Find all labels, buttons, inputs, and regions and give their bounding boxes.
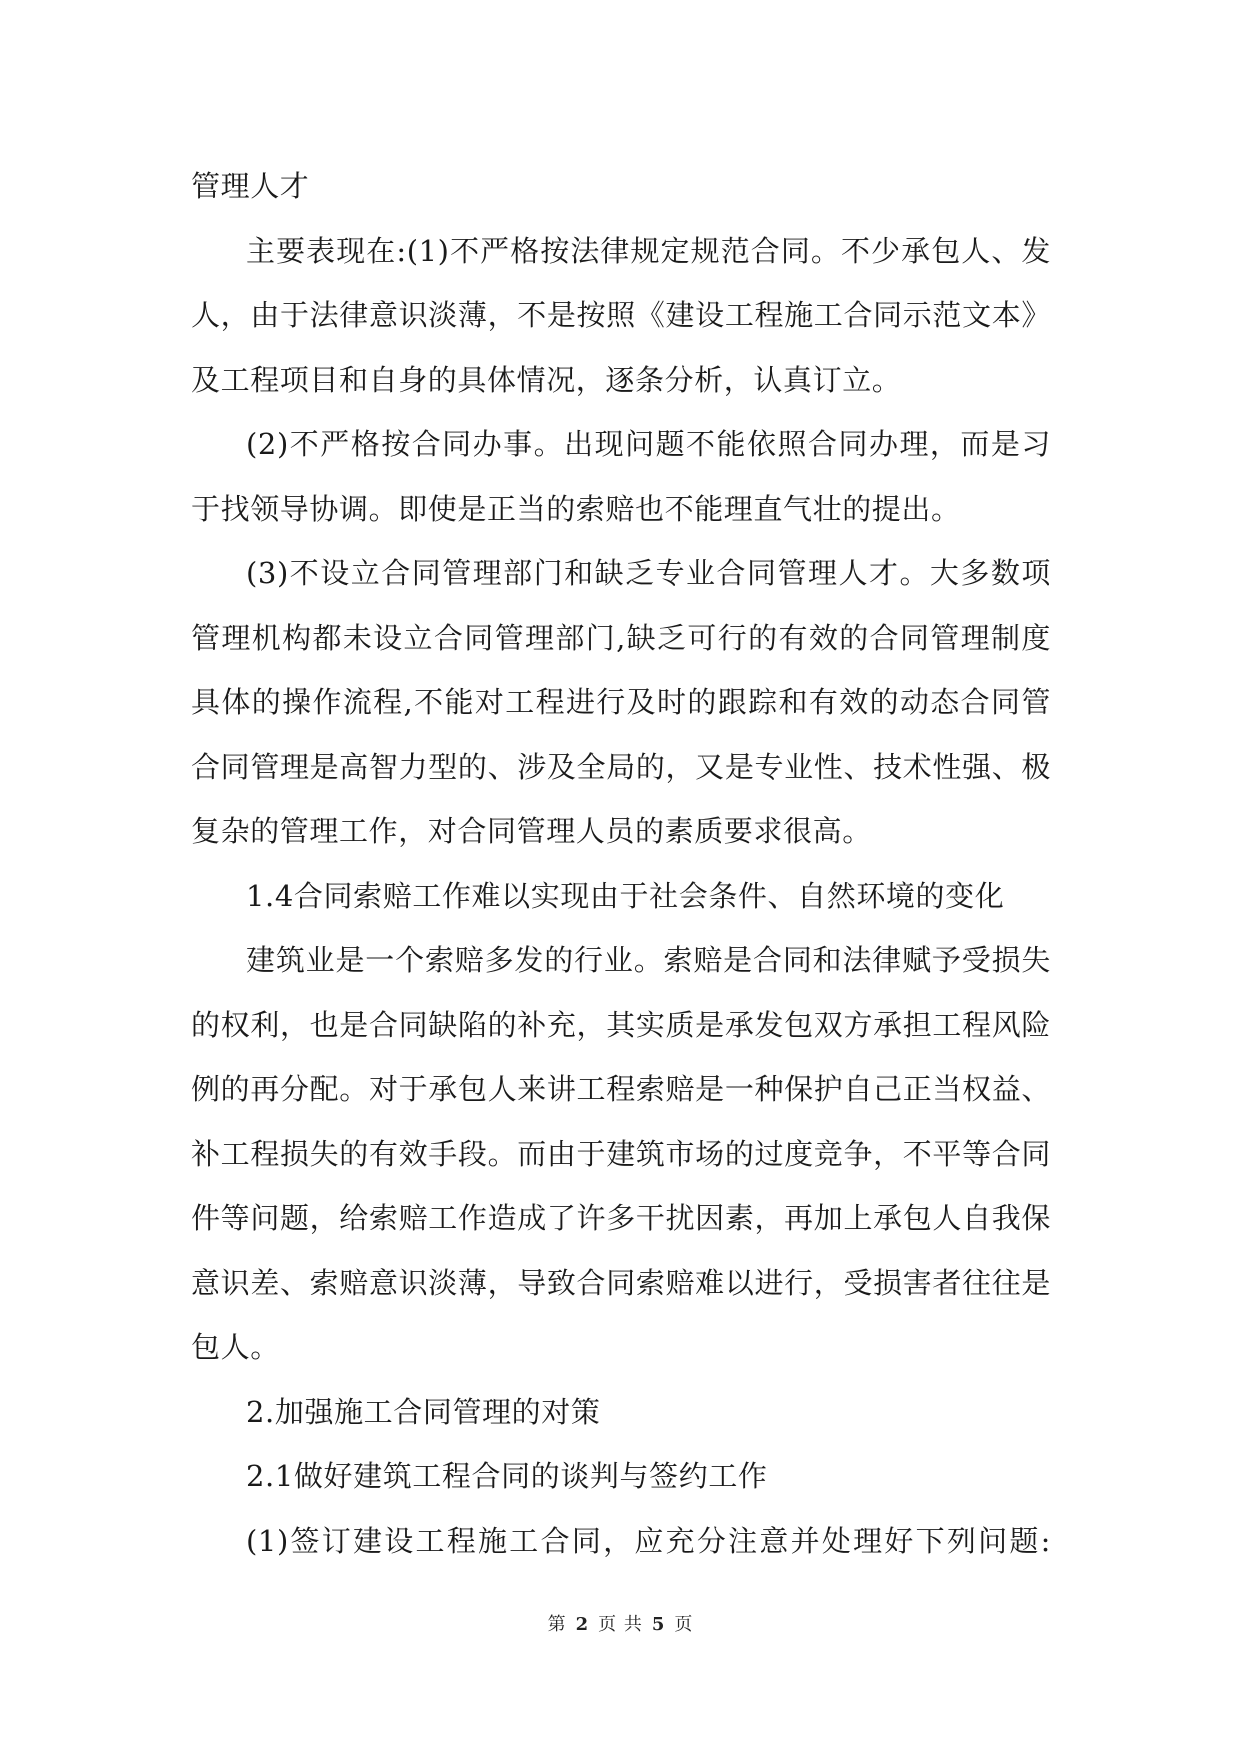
text-line: 建筑业是一个索赔多发的行业。索赔是合同和法律赋予受损失 xyxy=(246,943,1051,977)
text-line: 于找领导协调。即使是正当的索赔也不能理直气壮的提出。 xyxy=(191,491,961,526)
current-page-number: 2 xyxy=(575,1614,590,1635)
text-line: (3)不设立合同管理部门和缺乏专业合同管理人才。大多数项 xyxy=(246,556,1051,590)
text-line: 具体的操作流程,不能对工程进行及时的跟踪和有效的动态合同管 xyxy=(191,685,1051,719)
text-line: 包人。 xyxy=(191,1330,280,1364)
text-line: 合同管理是高智力型的、涉及全局的，又是专业性、技术性强、极 xyxy=(191,749,1051,784)
text-line: 人，由于法律意识淡薄，不是按照《建设工程施工合同示范文本》 xyxy=(191,298,1051,332)
document-body xyxy=(191,154,1051,1573)
text-line: 件等问题，给索赔工作造成了许多干扰因素，再加上承包人自我保 xyxy=(191,1201,1051,1235)
text-line: 管理机构都未设立合同管理部门,缺乏可行的有效的合同管理制度 xyxy=(191,620,1051,655)
text-line: 主要表现在:(1)不严格按法律规定规范合同。不少承包人、发 xyxy=(246,233,1051,268)
text-line: 补工程损失的有效手段。而由于建筑市场的过度竞争，不平等合同 xyxy=(191,1136,1051,1171)
page-footer xyxy=(0,1610,1241,1636)
text-line: (2)不严格按合同办事。出现问题不能依照合同办理，而是习 xyxy=(246,427,1051,461)
footer-prefix: 第 xyxy=(547,1614,567,1635)
section-heading: 1.4合同索赔工作难以实现由于社会条件、自然环境的变化 xyxy=(246,878,1005,913)
section-heading: 2.加强施工合同管理的对策 xyxy=(246,1394,601,1429)
text-line: 意识差、索赔意识淡薄，导致合同索赔难以进行，受损害者往往是 xyxy=(191,1265,1051,1300)
text-line: 管理人才 xyxy=(191,169,310,203)
footer-middle: 页 共 xyxy=(598,1614,643,1635)
text-line: 复杂的管理工作，对合同管理人员的素质要求很高。 xyxy=(191,814,872,848)
text-line: 例的再分配。对于承包人来讲工程索赔是一种保护自己正当权益、 xyxy=(191,1072,1051,1106)
text-line: 及工程项目和自身的具体情况，逐条分析，认真订立。 xyxy=(191,362,902,397)
text-line: (1)签订建设工程施工合同，应充分注意并处理好下列问题: xyxy=(246,1523,1051,1558)
footer-suffix: 页 xyxy=(674,1614,694,1635)
text-line: 的权利，也是合同缺陷的补充，其实质是承发包双方承担工程风险 xyxy=(191,1007,1051,1042)
total-pages-number: 5 xyxy=(651,1614,666,1635)
subsection-heading: 2.1做好建筑工程合同的谈判与签约工作 xyxy=(246,1459,768,1493)
